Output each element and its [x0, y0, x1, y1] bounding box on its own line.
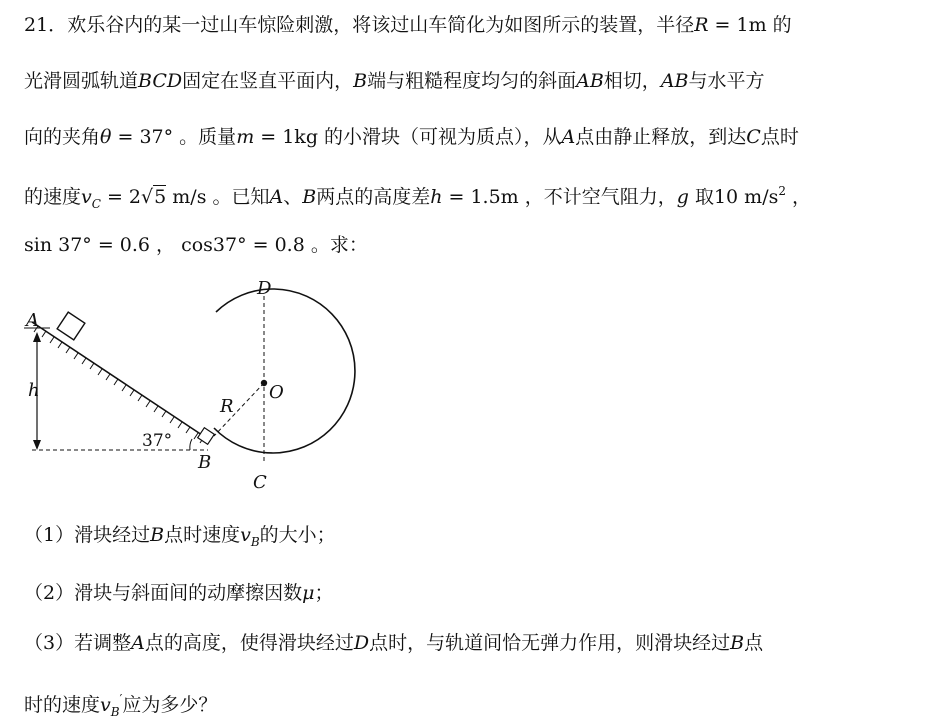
diagram-svg — [24, 276, 364, 496]
text: 两点的高度差 — [316, 186, 431, 208]
text: = 2 — [100, 186, 142, 208]
text: = 1kg 的小滑块（可视为质点），从 — [254, 126, 562, 148]
angle-arc — [190, 439, 192, 450]
var-B: B — [302, 186, 317, 208]
trig-values: sin 37° = 0.6 ， cos37° = 0.8 。求： — [24, 234, 368, 256]
text: = 1m 的 — [708, 14, 792, 36]
text: 点时 — [760, 126, 799, 148]
var-A: A — [561, 126, 576, 148]
var-BCD: BCD — [138, 70, 183, 92]
var-A: A — [131, 632, 145, 654]
var-AB: AB — [660, 70, 689, 92]
center-point — [261, 380, 267, 386]
problem-number: 21． — [24, 14, 68, 36]
text: 点时速度 — [164, 524, 241, 546]
sqrt-icon: √ — [141, 186, 154, 208]
block-at-A — [57, 312, 85, 340]
text: = 37° 。质量 — [111, 126, 237, 148]
label-h: h — [28, 380, 40, 401]
problem-line-2 — [24, 68, 765, 94]
text: 取10 m/s — [688, 186, 779, 208]
var-mu: μ — [302, 582, 315, 604]
block-at-B — [198, 428, 215, 445]
prime-mark: ′ — [119, 692, 123, 706]
superscript-2: 2 — [778, 184, 786, 198]
subscript-B: B — [110, 705, 120, 719]
text: 光滑圆弧轨道 — [24, 70, 139, 92]
text: 点时，与轨道间恰无弹力作用，则滑块经过 — [369, 632, 731, 654]
problem-line-1 — [24, 12, 792, 38]
radicand: 5 — [154, 186, 167, 208]
text: 与水平方 — [688, 70, 765, 92]
text: = 1.5m ，不计空气阻力， — [442, 186, 677, 208]
diagram — [24, 276, 364, 496]
var-v: v — [81, 186, 92, 208]
h-arrow-up-icon — [33, 332, 41, 342]
incline-hatching — [34, 326, 204, 443]
problem-line-4 — [24, 178, 811, 217]
text: 的速度 — [24, 186, 82, 208]
label-C: C — [253, 472, 267, 493]
var-B: B — [353, 70, 368, 92]
text: 点的高度，使得滑块经过 — [144, 632, 354, 654]
text: 相切， — [603, 70, 661, 92]
var-h: h — [430, 186, 443, 208]
var-m: m — [236, 126, 255, 148]
text: 时的速度 — [24, 694, 101, 716]
problem-line-3 — [24, 124, 799, 150]
var-A: A — [269, 186, 284, 208]
label-O: O — [269, 382, 284, 403]
circular-track — [214, 289, 355, 453]
text: m/s 。已知 — [166, 186, 270, 208]
question-3-line-2 — [24, 686, 217, 725]
var-C: C — [746, 126, 761, 148]
text: ， — [786, 186, 812, 208]
var-v: v — [240, 524, 251, 546]
text: （2）滑块与斜面间的动摩擦因数 — [24, 582, 303, 604]
text: ； — [314, 582, 334, 604]
label-angle: 37° — [142, 431, 173, 451]
text: 的大小； — [259, 524, 336, 546]
text: 点由静止释放，到达 — [575, 126, 747, 148]
var-v: v — [100, 694, 111, 716]
text: 应为多少？ — [122, 694, 218, 716]
var-theta: θ — [100, 126, 112, 148]
text: 、 — [283, 186, 303, 208]
text: （1）滑块经过 — [24, 524, 151, 546]
question-1 — [24, 522, 336, 555]
text: 向的夹角 — [24, 126, 101, 148]
var-B: B — [730, 632, 745, 654]
subscript-B: B — [250, 535, 260, 549]
var-g: g — [676, 186, 689, 208]
text: 欢乐谷内的某一过山车惊险刺激，将该过山车简化为如图所示的装置，半径 — [67, 14, 695, 36]
question-3-line-1 — [24, 630, 763, 656]
text: （3）若调整 — [24, 632, 132, 654]
label-R: R — [220, 396, 234, 417]
text: 端与粗糙程度均匀的斜面 — [367, 70, 577, 92]
problem-line-5 — [24, 232, 368, 258]
question-2 — [24, 580, 333, 606]
incline-line — [32, 322, 208, 439]
text: 点 — [744, 632, 764, 654]
h-arrow-down-icon — [33, 440, 41, 450]
label-D: D — [257, 278, 272, 299]
subscript-C: C — [91, 197, 101, 211]
var-R: R — [694, 14, 709, 36]
label-A: A — [26, 310, 39, 331]
var-AB: AB — [576, 70, 604, 92]
var-B: B — [150, 524, 165, 546]
label-B: B — [198, 452, 212, 473]
text: 固定在竖直平面内， — [182, 70, 354, 92]
var-D: D — [353, 632, 370, 654]
